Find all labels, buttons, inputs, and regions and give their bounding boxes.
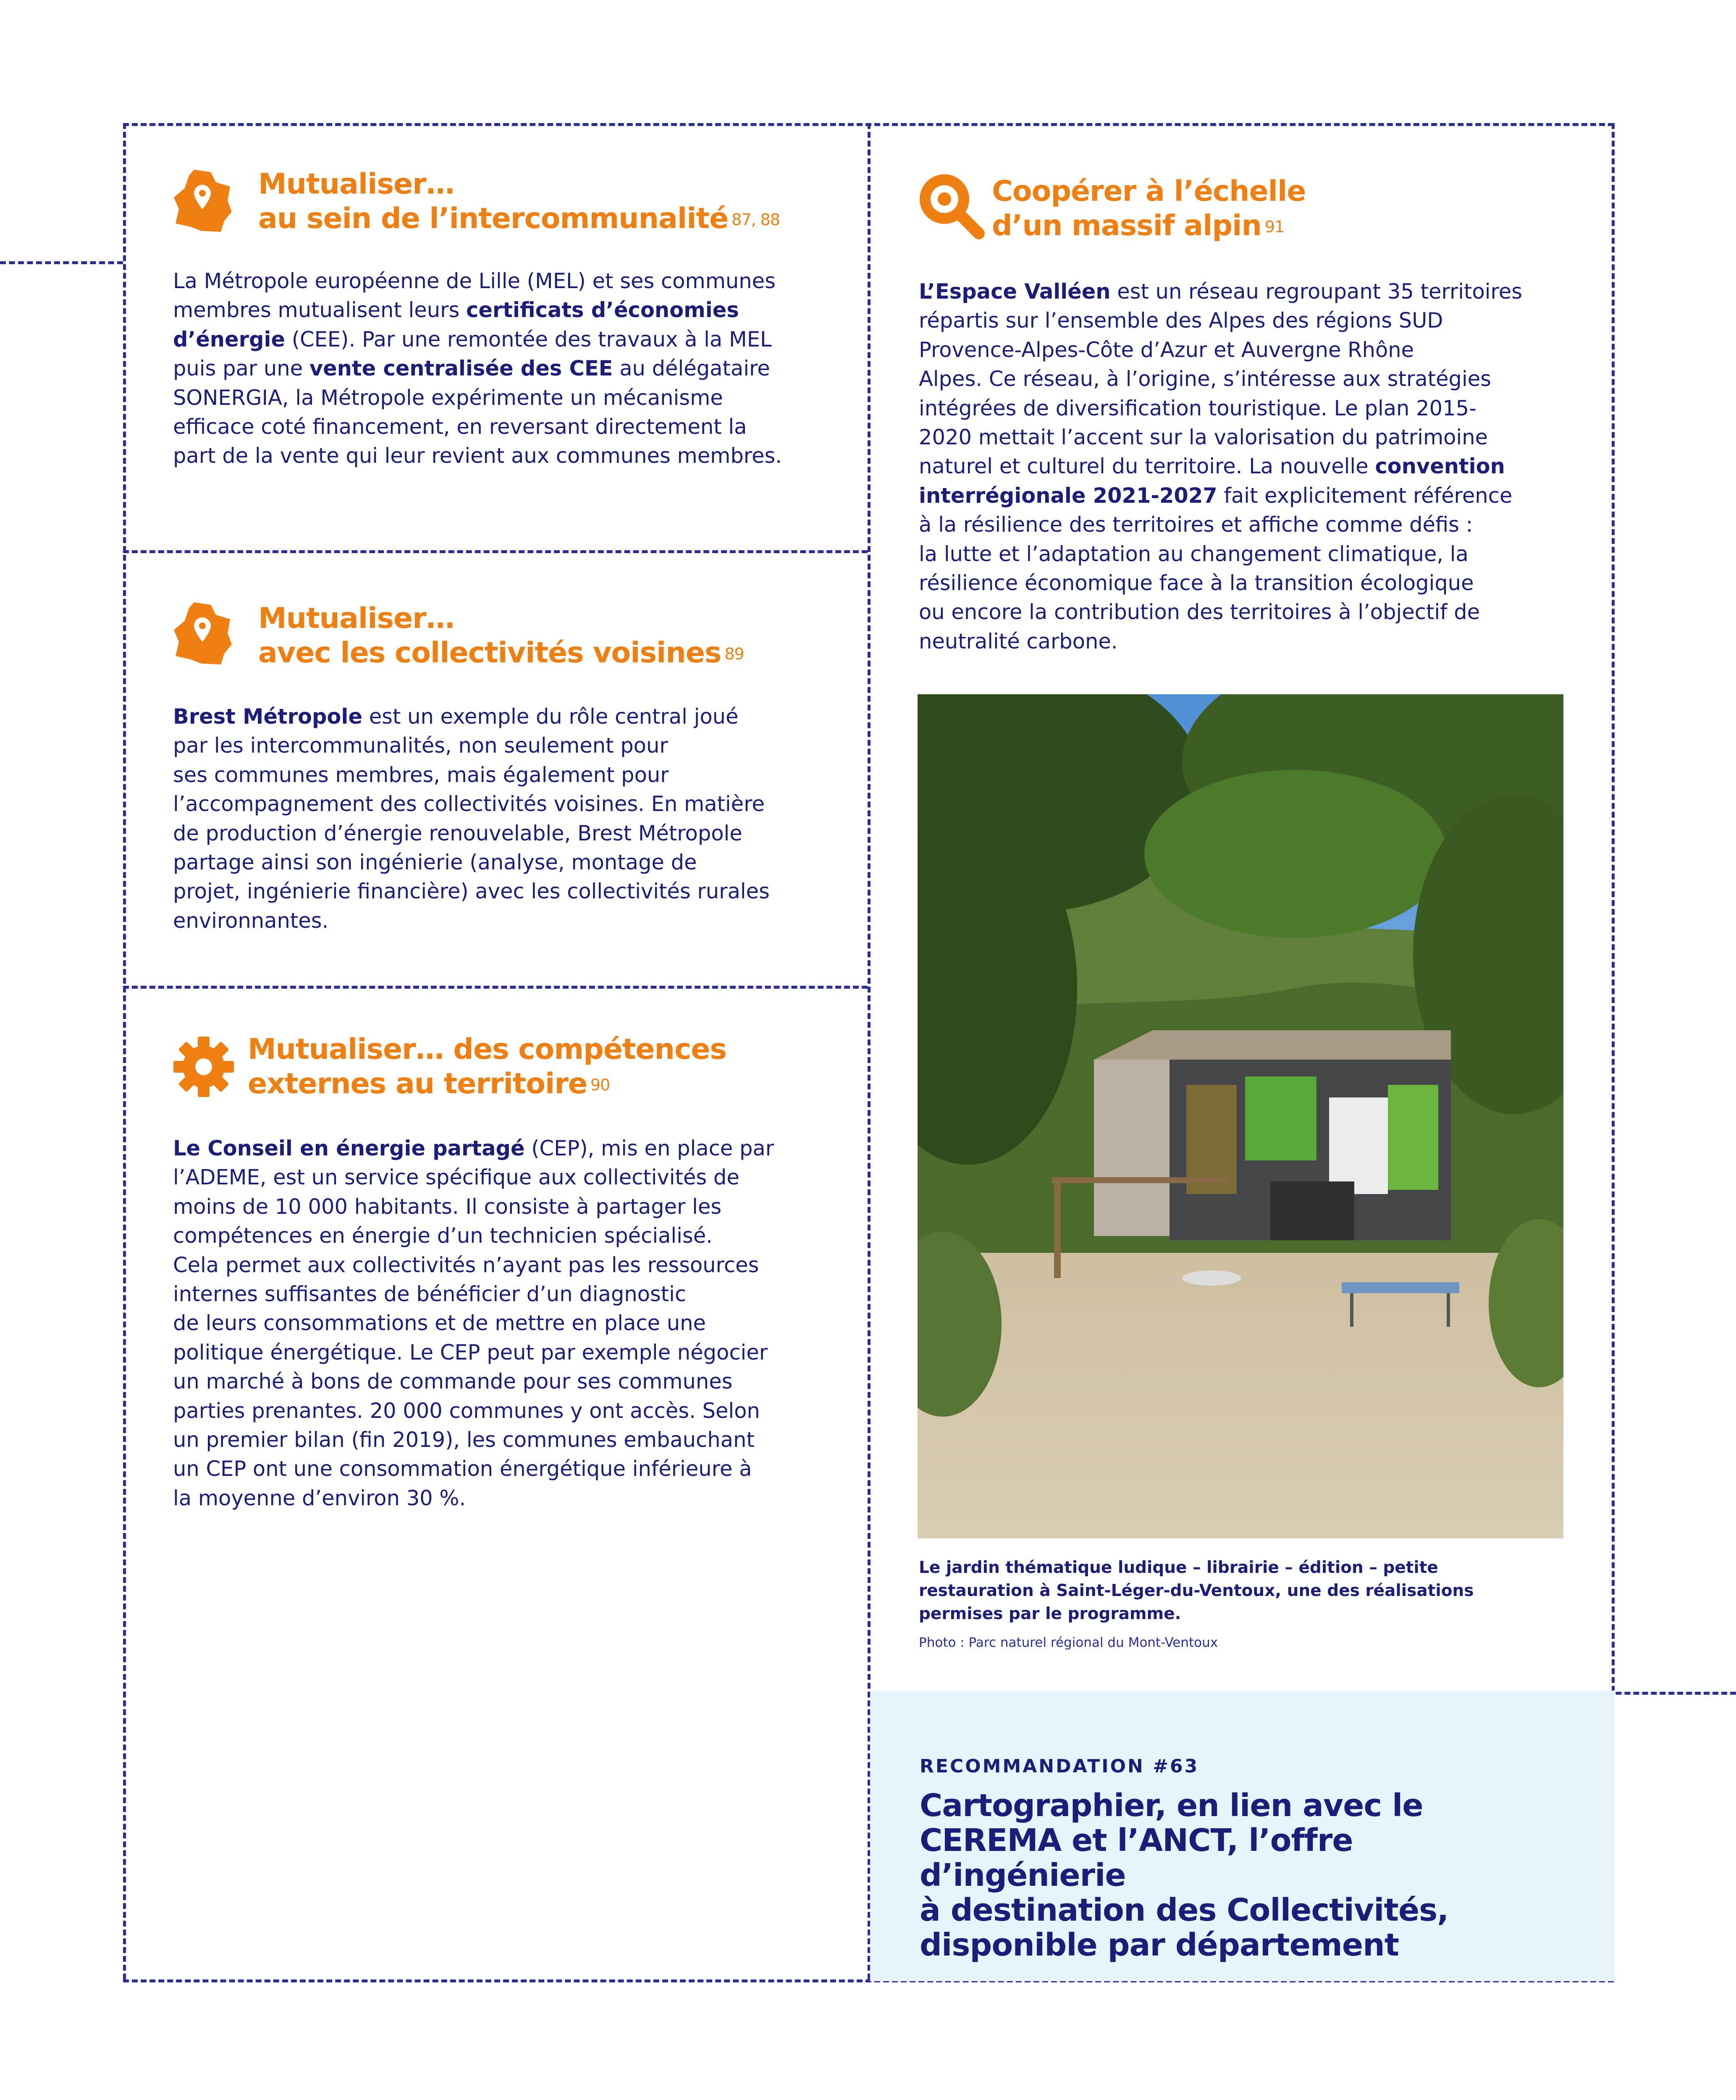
title-line1: Mutualiser… des compétences xyxy=(248,1033,726,1066)
france-map-pin-icon xyxy=(172,168,233,235)
title-line2: avec les collectivités voisines xyxy=(258,636,721,669)
footnote-ref: 90 xyxy=(590,1076,610,1094)
title-line2: externes au territoire xyxy=(248,1067,587,1100)
gear-icon xyxy=(172,1035,235,1098)
title-line1: Coopérer à l’échelle xyxy=(992,175,1306,208)
margin-dash-left xyxy=(0,261,123,264)
recommandation-label: RECOMMANDATION #63 xyxy=(920,1756,1199,1777)
footnote-ref: 89 xyxy=(724,645,744,663)
photo-caption: Le jardin thématique ludique – librairie – édition – petite restauration à Saint-Léger-du-Ventoux, une des réalisations permises par le programme. xyxy=(919,1558,1474,1623)
title-line2: d’un massif alpin xyxy=(992,209,1261,242)
divider-left-1 xyxy=(123,550,868,553)
magnifier-icon xyxy=(918,172,985,239)
section-title-massif xyxy=(992,174,1306,243)
section-body-competences: Le Conseil en énergie partagé (CEP), mis en place par l’ADEME, est un service spécifique aux collectivités de moins de 10 000 habitants. Il consiste à partager les compétences en énergie d’un technicien spécialisé. Cela permet aux collectivités n’ayant pas les ressources internes suffisantes de bénéficier d’un diagnostic de leurs consommations et de mettre en place une politique énergétique. Le CEP peut par exemple négocier un marché à bons de commande pour ses communes parties prenantes. 20 000 communes y ont accès. Selon un premier bilan (fin 2019), les communes embauchant un CEP ont une consommation énergétique inférieure à la moyenne d’environ 30 %. xyxy=(173,1136,774,1510)
frame-left-border xyxy=(123,123,126,1979)
photo-jardin-thematique xyxy=(918,694,1563,1538)
recommandation-text: Cartographier, en lien avec le CEREMA et l’ANCT, l’offre d’ingénierie à destination des Collectivités, disponible par département xyxy=(920,1788,1449,1963)
section-body-intercommunalite: La Métropole européenne de Lille (MEL) et ses communes membres mutualisent leurs certificats d’économies d’énergie (CEE). Par une remontée des travaux à la MEL puis par une vente centralisée des CEE au délégataire SONERGIA, la Métropole expérimente un mécanisme efficace coté financement, en reversant directement la part de la vente qui leur revient aux communes membres. xyxy=(173,269,782,468)
footnote-ref: 87, 88 xyxy=(732,210,780,229)
france-map-pin-icon xyxy=(172,601,233,668)
section-body-voisines: Brest Métropole est un exemple du rôle central joué par les intercommunalités, non seulement pour ses communes membres, mais également pour l’accompagnement des collectivités voisines. En matière de production d’énergie renouvelable, Brest Métropole partage ainsi son ingénierie (analyse, montage de projet, ingénierie financière) avec les collectivités rurales environnantes. xyxy=(173,704,770,933)
footnote-ref: 91 xyxy=(1264,218,1285,236)
section-title-intercommunalite xyxy=(258,167,780,236)
title-line1: Mutualiser… xyxy=(258,602,454,635)
photo-credit: Photo : Parc naturel régional du Mont-Ventoux xyxy=(919,1635,1218,1650)
title-line1: Mutualiser… xyxy=(258,168,454,201)
frame-right-border xyxy=(1612,123,1615,1692)
section-body-massif: L’Espace Valléen est un réseau regroupant 35 territoires répartis sur l’ensemble des Alpes des régions SUD Provence-Alpes-Côte d’Azur et Auvergne Rhône Alpes. Ce réseau, à l’origine, s’intéresse aux stratégies intégrées de diversification touristique. Le plan 2015- 2020 mettait l’accent sur la valorisation du patrimoine naturel et culturel du territoire. La nouvelle convention interrégionale 2021-2027 fait explicitement référence à la résilience des territoires et affiche comme défis : la lutte et l’adaptation au changement climatique, la résilience économique face à la transition écologique ou encore la contribution des territoires à l’objectif de neutralité carbone. xyxy=(919,279,1522,654)
divider-left-2 xyxy=(123,986,868,989)
section-title-voisines xyxy=(258,601,744,670)
section-title-competences xyxy=(248,1032,726,1101)
title-line2: au sein de l’intercommunalité xyxy=(258,202,729,235)
